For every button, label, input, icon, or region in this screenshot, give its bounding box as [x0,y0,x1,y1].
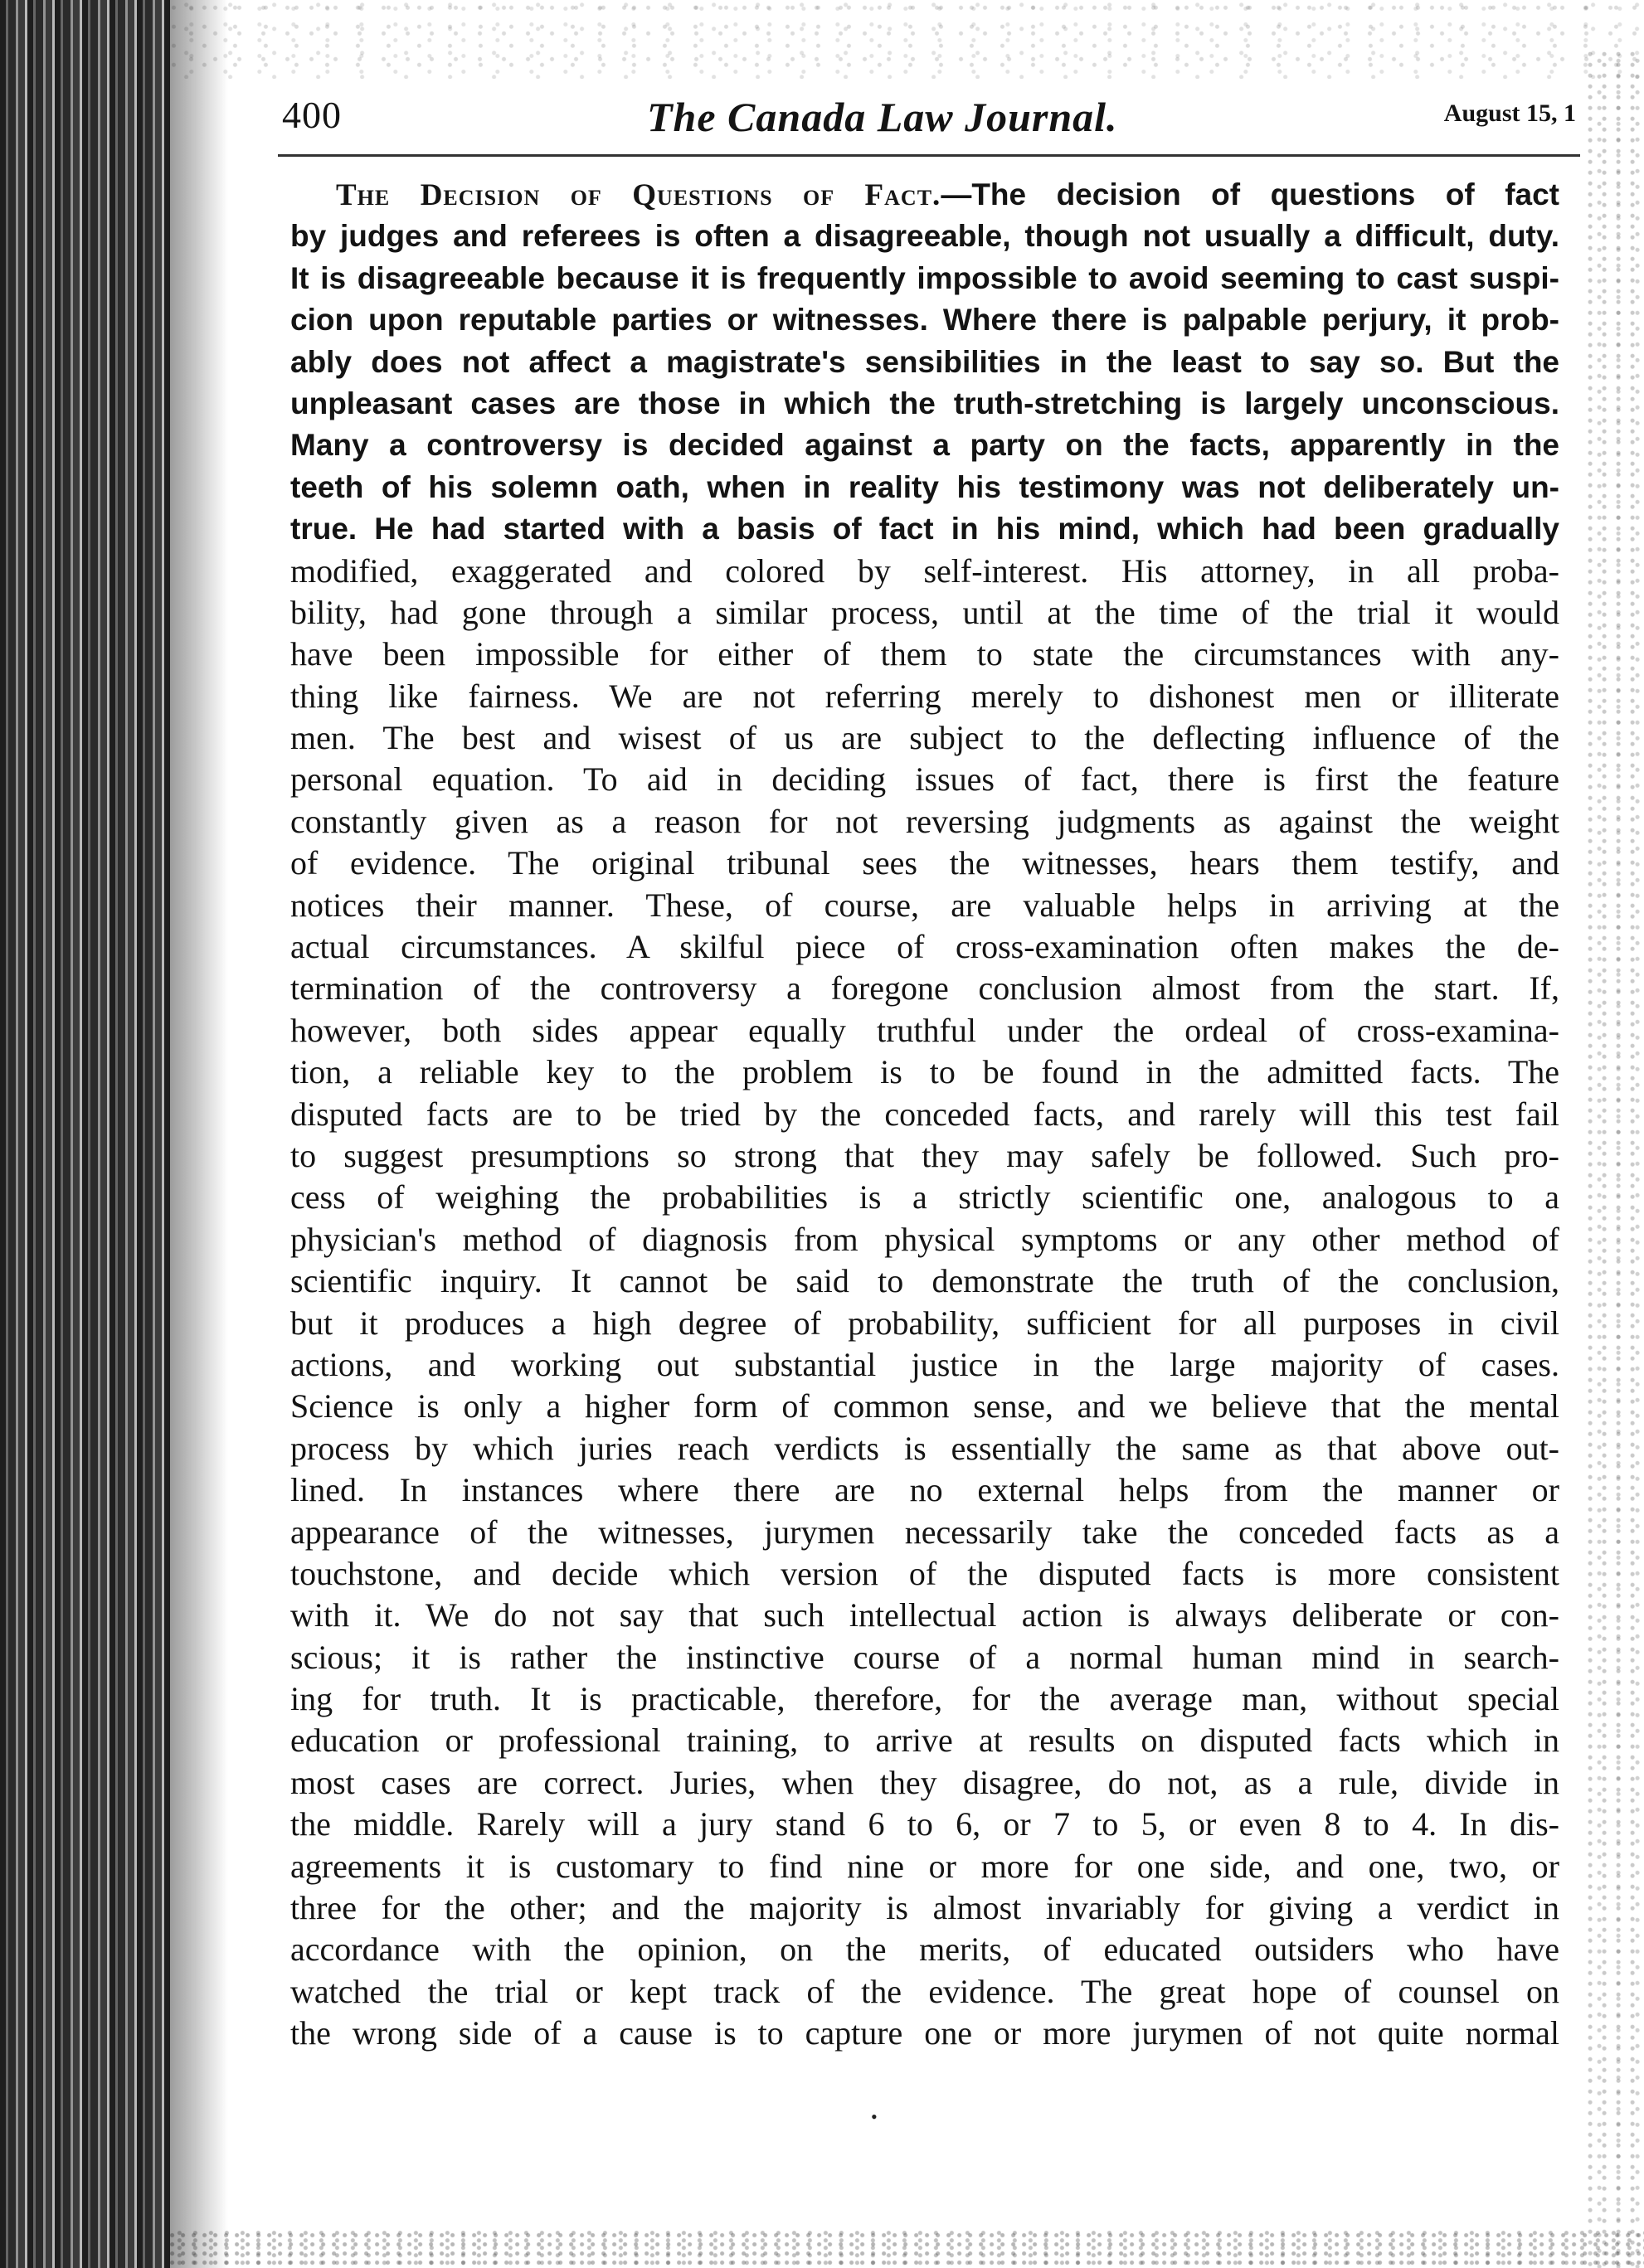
article-line: cess of weighing the probabilities is a strictly scientific one, analogous to a [290,1178,1559,1217]
article-line: watched the trial or kept track of the evidence. The great hope of counsel on [290,1972,1559,2010]
article-line-text: —The decision of questions of fact [941,177,1560,211]
article-line: thing like fairness. We are not referring merely to dishonest men or illiterate [290,677,1559,715]
scan-noise-bottom [170,2231,1644,2268]
article-line: have been impossible for either of them to state the circumstances with any- [290,635,1559,673]
article-line: the middle. Rarely will a jury stand 6 to 6, or 7 to 5, or even 8 to 4. In dis- [290,1805,1559,1843]
article-line: modified, exaggerated and colored by self-interest. His attorney, in all proba- [290,551,1559,590]
article-line: men. The best and wisest of us are subject to the deflecting influence of the [290,719,1559,757]
article-line: agreements it is customary to find nine or more for one side, and one, two, or [290,1847,1559,1885]
article-line: appearance of the witnesses, jurymen necessarily take the conceded facts as a [290,1513,1559,1551]
stray-ink-mark: • [871,2106,878,2127]
article-line: true. He had started with a basis of fact in his mind, which had been gradually [290,512,1559,546]
article-line: by judges and referees is often a disagreeable, though not usually a difficult, duty. [290,219,1559,254]
article-line: Many a controversy is decided against a party on the facts, apparently in the [290,428,1559,463]
article-line: three for the other; and the majority is almost invariably for giving a verdict in [290,1889,1559,1927]
article-line: It is disagreeable because it is frequently impossible to avoid seeming to cast suspi- [290,260,1559,295]
article-line: to suggest presumptions so strong that they may safely be followed. Such pro- [290,1136,1559,1174]
article-line: process by which juries reach verdicts is essentially the same as that above out- [290,1429,1559,1467]
article-body [290,174,1559,2055]
article-line: however, both sides appear equally truthful under the ordeal of cross-examina- [290,1011,1559,1049]
article-heading: The Decision of Questions of Fact. [336,178,941,212]
article-line: personal equation. To aid in deciding issues of fact, there is first the feature [290,760,1559,799]
header-date: August 15, 1 [1443,100,1576,127]
article-line: ing for truth. It is practicable, therefore, for the average man, without special [290,1680,1559,1718]
article-line: Science is only a higher form of common sense, and we believe that the mental [290,1387,1559,1425]
article-line: lined. In instances where there are no external helps from the manner or [290,1471,1559,1509]
article-line: of evidence. The original tribunal sees the witnesses, hears them testify, and [290,844,1559,882]
article-line: termination of the controversy a foregone conclusion almost from the start. If, [290,969,1559,1008]
article-line: constantly given as a reason for not reversing judgments as against the weight [290,802,1559,840]
article-line: ably does not affect a magistrate's sensibilities in the least to say so. But the [290,344,1559,379]
article-line: scientific inquiry. It cannot be said to demonstrate the truth of the conclusion, [290,1262,1559,1300]
article-line: teeth of his solemn oath, when in reality his testimony was not deliberately un- [290,469,1559,504]
article-line: touchstone, and decide which version of the disputed facts is more consistent [290,1554,1559,1592]
journal-title: The Canada Law Journal. [647,94,1118,140]
article-line: accordance with the opinion, on the merits, of educated outsiders who have [290,1930,1559,1969]
article-line: unpleasant cases are those in which the truth-stretching is largely unconscious. [290,386,1559,420]
scan-noise-right [1586,50,1644,2268]
page-header [282,93,1576,143]
article-line: but it produces a high degree of probability, sufficient for all purposes in civil [290,1304,1559,1342]
article-line: with it. We do not say that such intellectual action is always deliberate or con- [290,1596,1559,1634]
article-line: education or professional training, to arrive at results on disputed facts which in [290,1722,1559,1760]
scanned-binding-edge [0,0,170,2268]
article-line: scious; it is rather the instinctive course of a normal human mind in search- [290,1638,1559,1676]
article-line: actual circumstances. A skilful piece of cross-examination often makes the de- [290,928,1559,966]
article-line: bility, had gone through a similar process, until at the time of the trial it would [290,593,1559,631]
article-line: disputed facts are to be tried by the conceded facts, and rarely will this test fail [290,1095,1559,1133]
article-line: cion upon reputable parties or witnesses. Where there is palpable perjury, it prob- [290,303,1559,338]
article-line: the wrong side of a cause is to capture one or more jurymen of not quite normal [290,2014,1559,2052]
article-line [290,174,1559,216]
article-line: physician's method of diagnosis from physical symptoms or any other method of [290,1220,1559,1258]
article-line: most cases are correct. Juries, when they disagree, do not, as a rule, divide in [290,1763,1559,1801]
article-line: notices their manner. These, of course, are valuable helps in arriving at the [290,886,1559,924]
page-number: 400 [282,94,342,136]
article-line: tion, a reliable key to the problem is to be found in the admitted facts. The [290,1053,1559,1091]
article-line: actions, and working out substantial justice in the large majority of cases. [290,1345,1559,1383]
scan-noise-top [170,0,1644,79]
header-rule [278,154,1580,157]
